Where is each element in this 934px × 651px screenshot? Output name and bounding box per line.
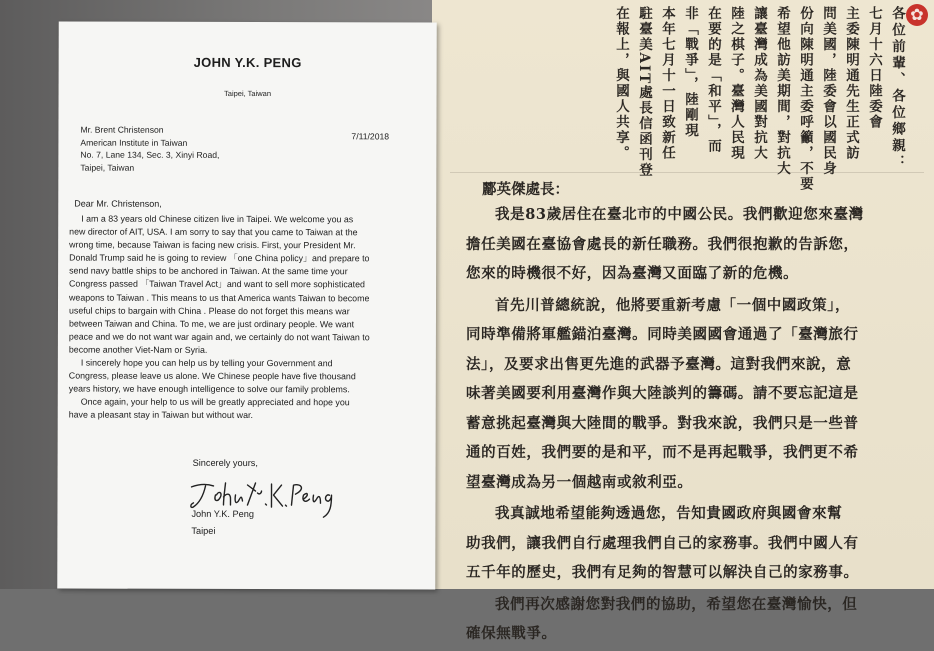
signature-city: Taipei bbox=[191, 525, 216, 536]
chinese-paragraph bbox=[466, 499, 928, 588]
letter-closing: Sincerely yours, bbox=[192, 457, 258, 469]
vertical-column: 七月十六日陸委會 bbox=[866, 6, 882, 130]
letter-salutation: Dear Mr. Christenson, bbox=[74, 198, 162, 209]
vertical-column: 本年七月十一日致新任 bbox=[659, 6, 675, 161]
chinese-line: 助我們，讓我們自行處理我們自己的家務事。我們中國人有 bbox=[466, 534, 859, 552]
body-line: Donald Trump said he is going to review 「one China policy」and prepare to bbox=[69, 252, 370, 264]
body-line: between Taiwan and China. To me, we are just ordinary people. We want bbox=[68, 318, 355, 330]
chinese-line: 同時準備將軍艦錨泊臺灣。同時美國國會通過了「臺灣旅行 bbox=[466, 326, 859, 343]
chinese-salutation: 酈英傑處長： bbox=[482, 181, 569, 198]
chinese-paragraph bbox=[466, 291, 928, 498]
vertical-column: 讓臺灣成為美國對抗大 bbox=[751, 6, 767, 161]
body-line: years history, we have enough intelligence to solve our family problems. bbox=[68, 383, 350, 395]
chinese-line: 我真誠地希望能夠透過您，告知貴國政府與國會來幫 bbox=[495, 505, 843, 522]
vertical-column: 份向陳明通主委呼籲，不要 bbox=[797, 6, 813, 192]
vertical-column: 駐臺美AIT處長信函刊登 bbox=[636, 6, 652, 179]
body-line: I am a 83 years old Chinese citizen live in Taipei. We welcome you as bbox=[81, 213, 354, 225]
address-line: Taipei, Taiwan bbox=[80, 162, 135, 173]
english-letter bbox=[57, 22, 436, 590]
body-line: Congress passed 「Taiwan Travel Act」and want to sell more sophisticated bbox=[69, 279, 365, 290]
body-line: Once again, your help to us will be greatly appreciated and hope you bbox=[80, 396, 350, 408]
chinese-line: 通的百姓，我們要的是和平，而不是再起戰爭，我們更不希 bbox=[466, 444, 859, 461]
address-line: Mr. Brent Christenson bbox=[80, 124, 164, 135]
vertical-column: 主委陳明通先生正式訪 bbox=[843, 6, 859, 161]
chinese-line: 首先川普總統說，他將要重新考慮「一個中國政策」， bbox=[495, 296, 851, 314]
body-line: become another Viet-Nam or Syria. bbox=[68, 344, 208, 355]
chinese-paragraph bbox=[466, 590, 928, 649]
signature-name: John Y.K. Peng bbox=[191, 508, 254, 520]
chinese-line: 法」，及要求出售更先進的武器予臺灣。這對我們來說，意 bbox=[466, 355, 852, 373]
body-line: have a pleasant stay in Taiwan but without war. bbox=[68, 409, 253, 421]
vertical-column: 陸之棋子。臺灣人民現 bbox=[728, 6, 744, 161]
vertical-column: 各位前輩、各位鄉親： bbox=[889, 6, 905, 171]
chinese-letter-body bbox=[466, 200, 928, 651]
body-line: weapons to Taiwan . This means to us that America wants Taiwan to become bbox=[69, 292, 370, 303]
vertical-column: 非「戰爭」，陸剛現 bbox=[682, 6, 698, 139]
body-line: useful chips to bargain with China . Please do not forget this means war bbox=[68, 305, 350, 316]
address-line: No. 7, Lane 134, Sec. 3, Xinyi Road, bbox=[80, 149, 220, 160]
vertical-column: 問美國，陸委會以國民身 bbox=[820, 6, 836, 177]
chinese-line: 您來的時機很不好，因為臺灣又面臨了新的危機。 bbox=[466, 265, 799, 282]
body-line: wrong time, because Taiwan is facing new crisis. First, your President Mr. bbox=[69, 239, 356, 251]
chinese-line: 五千年的歷史，我們有足夠的智慧可以解決自己的家務事。 bbox=[466, 564, 859, 581]
body-line: I sincerely hope you can help us by telling your Government and bbox=[80, 357, 333, 369]
seal-icon bbox=[906, 4, 928, 26]
chinese-line: 望臺灣成為另一個越南或敘利亞。 bbox=[466, 473, 693, 491]
chinese-paragraph bbox=[466, 200, 928, 289]
chinese-line: 確保無戰爭。 bbox=[466, 625, 557, 642]
letter-body bbox=[69, 213, 422, 423]
vertical-column: 在報上，與國人共享。 bbox=[613, 6, 629, 161]
body-line: Congress, please leave us alone. We Chinese people have five thousand bbox=[68, 370, 356, 382]
chinese-line: 我是83歲居住在臺北市的中國公民。我們歡迎您來臺灣 bbox=[495, 206, 864, 223]
letter-author-city: Taipei, Taiwan bbox=[224, 88, 272, 99]
recipient-address bbox=[80, 124, 219, 174]
chinese-line: 味著美國要利用臺灣作與大陸談判的籌碼。請不要忘記這是 bbox=[466, 385, 859, 402]
body-line: peace and we do not want war again and, we certainly do not want Taiwan to bbox=[68, 331, 370, 343]
chinese-newspaper-page bbox=[432, 0, 934, 642]
letter-date: 7/11/2018 bbox=[351, 131, 390, 142]
section-divider bbox=[450, 172, 924, 173]
letter-author-name: JOHN Y.K. PENG bbox=[193, 54, 302, 71]
address-line: American Institute in Taiwan bbox=[80, 137, 188, 148]
vertical-column: 希望他訪美期間，對抗大 bbox=[774, 6, 790, 177]
chinese-line: 我們再次感謝您對我們的協助，希望您在臺灣愉快，但 bbox=[495, 595, 858, 613]
vertical-intro-text bbox=[609, 6, 908, 192]
chinese-line: 蓄意挑起臺灣與大陸間的戰爭。對我來說，我們只是一些普 bbox=[466, 414, 859, 432]
body-line: new director of AIT, USA. I am sorry to say that you came to Taiwan at the bbox=[69, 226, 358, 238]
body-line: send navy battle ships to be anchored in Taiwan. At the same time your bbox=[69, 265, 348, 277]
chinese-line: 擔任美國在臺協會處長的新任職務。我們很抱歉的告訴您， bbox=[466, 235, 859, 253]
vertical-column: 在要的是「和平」，而 bbox=[705, 6, 721, 155]
